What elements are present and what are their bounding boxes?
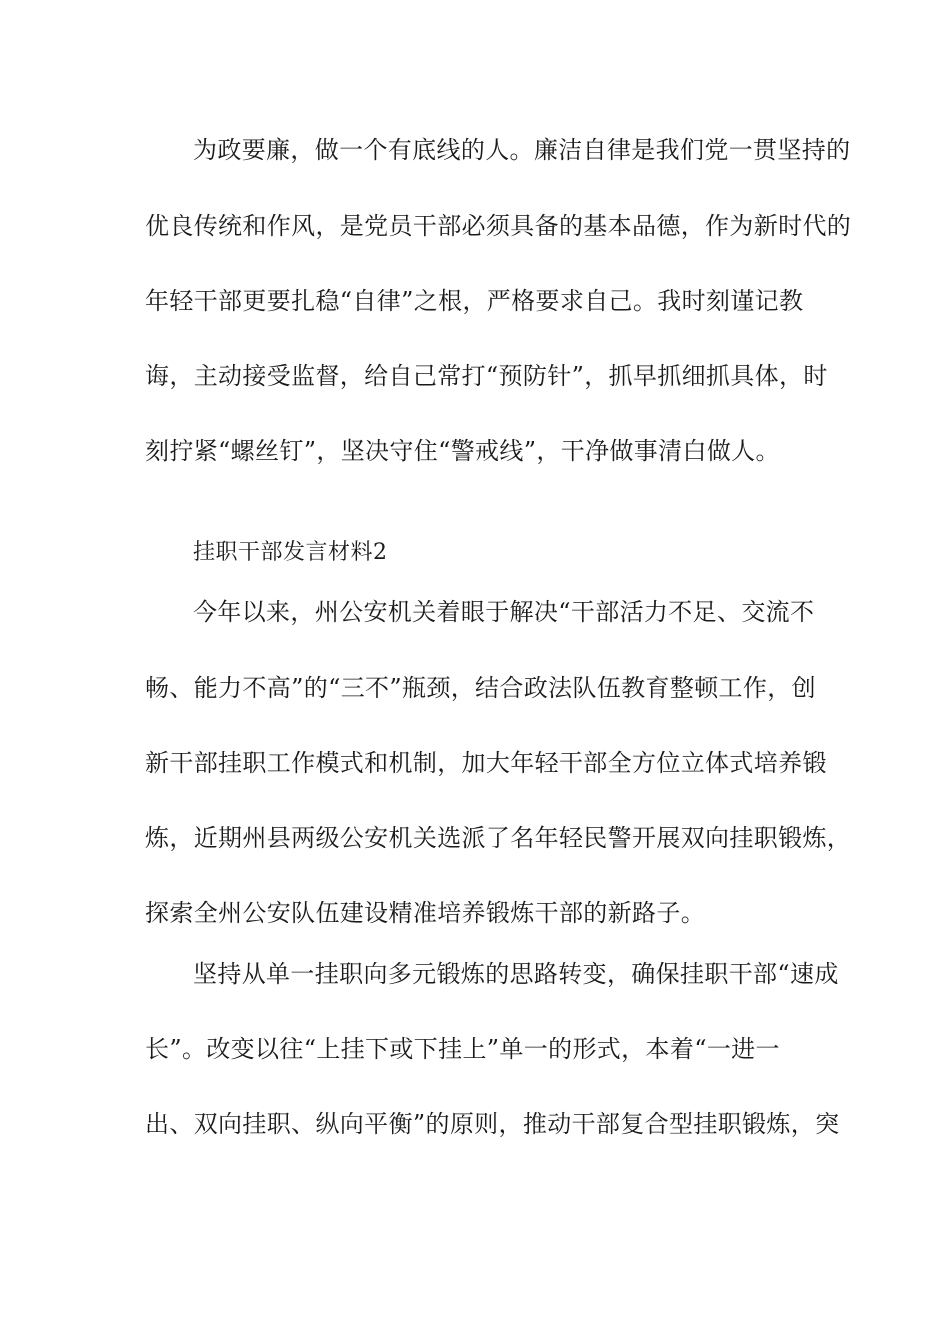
section-heading: 挂职干部发言材料2 <box>193 540 388 565</box>
paragraph-2-line-3: 新干部挂职工作模式和机制，加大年轻干部全方位立体式培养锻 <box>145 749 827 777</box>
paragraph-1-line-3: 年轻干部更要扎稳“自律”之根，严格要求自己。我时刻谨记教 <box>145 287 804 315</box>
paragraph-2-line-1: 今年以来，州公安机关着眼于解决“干部活力不足、交流不 <box>193 598 815 626</box>
paragraph-3-line-3: 出、双向挂职、纵向平衡”的原则，推动干部复合型挂职锻炼，突 <box>145 1110 840 1138</box>
paragraph-3-line-2: 长”。改变以往“上挂下或下挂上”单一的形式，本着“一进一 <box>145 1035 780 1063</box>
paragraph-1-line-4: 诲，主动接受监督，给自己常打“预防针”，抓早抓细抓具体，时 <box>145 362 828 390</box>
paragraph-1-line-5: 刻拧紧“螺丝钉”，坚决守住“警戒线”，干净做事清白做人。 <box>145 437 780 465</box>
paragraph-2-line-5: 探索全州公安队伍建设精准培养锻炼干部的新路子。 <box>145 899 706 927</box>
paragraph-2-line-2: 畅、能力不高”的“三不”瓶颈，结合政法队伍教育整顿工作，创 <box>145 674 816 702</box>
paragraph-1-line-2: 优良传统和作风，是党员干部必须具备的基本品德，作为新时代的 <box>145 212 852 240</box>
paragraph-3-line-1: 坚持从单一挂职向多元锻炼的思路转变，确保挂职干部“速成 <box>193 960 839 988</box>
paragraph-2-line-4: 炼，近期州县两级公安机关选派了名年轻民警开展双向挂职锻炼， <box>145 824 852 852</box>
paragraph-1-line-1: 为政要廉，做一个有底线的人。廉洁自律是我们党一贯坚持的 <box>193 136 851 164</box>
